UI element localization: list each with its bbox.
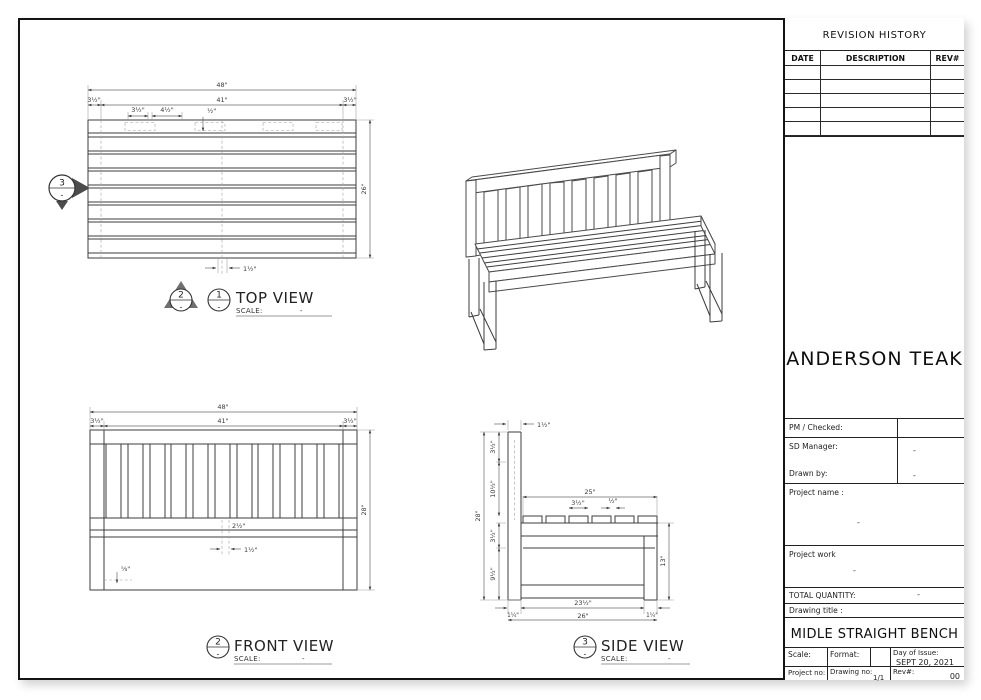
divider (897, 438, 898, 483)
divider (890, 648, 891, 666)
revision-history-table (785, 50, 964, 137)
sd-drawn-row (785, 438, 964, 484)
rev-label: Rev#: (893, 668, 915, 676)
top-view-title: TOP VIEW (236, 289, 314, 307)
front-view-number: 2 (215, 637, 221, 648)
front-view-title: FRONT VIEW (234, 637, 335, 655)
revision-empty-cell (785, 94, 821, 108)
dim-side-slat-width: 3½" (571, 499, 585, 507)
section-marker-sub: - (60, 190, 64, 200)
isometric-view (466, 150, 722, 350)
section-marker-number: 3 (59, 178, 65, 189)
drawing-title: MIDLE STRAIGHT BENCH (790, 627, 959, 642)
dim-side-frame-height: 13" (659, 555, 667, 567)
top-view-scale-label: SCALE: (236, 307, 263, 315)
dim-top-overall: 48" (216, 81, 228, 89)
rev-value: 00 (949, 672, 960, 681)
dim-front-between: 41" (217, 417, 229, 425)
dim-side-overall-height: 28" (474, 510, 482, 522)
top-view-number: 1 (216, 290, 222, 301)
top-view-detail-sub: - (179, 302, 183, 312)
side-view-number-sub: - (583, 649, 587, 659)
top-view-scale-value: - (300, 307, 303, 315)
revision-empty-cell (931, 108, 964, 122)
drawing-title-label-row (785, 604, 964, 618)
divider (827, 667, 828, 680)
scale-format-issue-row (785, 648, 964, 667)
dim-front-foot: ⅝" (121, 565, 131, 573)
dim-top-slat-gap: ½" (207, 107, 217, 115)
dim-side-front-foot: 1¼" (646, 613, 658, 619)
revision-empty-cell (785, 66, 821, 80)
revision-empty-cell (785, 108, 821, 122)
side-view-scale-label: SCALE: (601, 655, 628, 663)
sd-manager-value: - (913, 446, 916, 455)
total-quantity-label: TOTAL QUANTITY: (789, 591, 856, 600)
front-view-scale-label: SCALE: (234, 655, 261, 663)
project-name-row (785, 484, 964, 546)
day-of-issue-value: SEPT 20, 2021 (896, 657, 955, 667)
revision-col-description: DESCRIPTION (821, 51, 931, 66)
dim-side-seat-band: 3½" (489, 529, 497, 543)
top-view-number-sub: - (217, 302, 221, 312)
revision-empty-cell (931, 80, 964, 94)
side-view-scale-value: - (668, 655, 671, 663)
dim-side-post-thickness: 1½" (537, 421, 551, 429)
dim-top-slat-thickness: 1½" (243, 265, 257, 273)
revision-empty-cell (931, 66, 964, 80)
pm-checked-row (785, 418, 964, 438)
drawing-no-value: 1/1 (873, 673, 885, 682)
revision-empty-cell (785, 80, 821, 94)
side-view-number: 3 (582, 637, 588, 648)
format-label: Format: (830, 650, 860, 659)
dim-front-seat-rail: 2½" (232, 522, 246, 530)
revision-col-rev: REV# (931, 51, 964, 66)
dim-side-top-segment: 3½" (489, 440, 497, 454)
section-marker (49, 175, 90, 210)
side-view (474, 420, 690, 664)
project-work-value: - (853, 566, 856, 575)
dim-top-between: 41" (216, 96, 228, 104)
dim-front-right-leg: 3½" (343, 417, 357, 425)
dim-side-under-seat: 9½" (489, 567, 497, 581)
total-quantity-value: - (917, 590, 920, 599)
title-block (783, 18, 964, 680)
project-drawing-rev-row (785, 667, 964, 680)
dim-front-left-leg: 3½" (90, 417, 104, 425)
sd-manager-label: SD Manager: (789, 442, 838, 451)
drawing-no-label: Drawing no: (830, 668, 873, 676)
scale-label: Scale: (788, 650, 811, 659)
dim-top-right-leg: 3½" (343, 96, 357, 104)
side-view-title: SIDE VIEW (601, 637, 685, 655)
revision-empty-cell (785, 122, 821, 136)
dim-side-overall-depth: 26" (577, 612, 589, 620)
drawn-by-label: Drawn by: (789, 469, 828, 478)
dim-front-height: 28" (360, 504, 368, 516)
project-name-label: Project name : (789, 488, 844, 497)
dim-side-seat-depth: 25" (584, 488, 596, 496)
pm-checked-label: PM / Checked: (789, 423, 843, 432)
revision-empty-cell (931, 122, 964, 136)
dim-top-slat-width: 3½" (131, 106, 145, 114)
revision-empty-cell (821, 66, 931, 80)
revision-empty-cell (821, 122, 931, 136)
revision-empty-cell (931, 94, 964, 108)
revision-history-title: REVISION HISTORY (822, 30, 927, 41)
front-view (90, 403, 375, 664)
top-view-detail-number: 2 (178, 290, 184, 301)
drawing-title-label: Drawing title : (789, 606, 843, 615)
front-view-scale-value: - (302, 655, 305, 663)
company-name: ANDERSON TEAK (786, 348, 963, 370)
revision-empty-cell (821, 80, 931, 94)
dim-side-rear-foot: 1¼" (507, 613, 519, 619)
dim-top-left-leg: 3½" (87, 96, 101, 104)
dim-front-overall: 48" (217, 403, 229, 411)
total-quantity-row (785, 588, 964, 604)
project-no-label: Project no: (788, 669, 826, 677)
divider (897, 419, 898, 437)
divider (870, 648, 871, 666)
revision-empty-cell (821, 108, 931, 122)
dim-side-slat-gap: ½" (608, 497, 618, 505)
drawing-title-row (785, 618, 964, 648)
dim-top-slat-spacing: 4½" (160, 106, 174, 114)
dim-front-slat-thickness: 1½" (244, 546, 258, 554)
drawn-by-value: - (913, 471, 916, 480)
project-name-value: - (857, 518, 860, 527)
dim-side-between-feet: 23½" (574, 599, 592, 607)
project-work-row (785, 546, 964, 588)
divider (890, 667, 891, 680)
front-view-number-sub: - (216, 649, 220, 659)
divider (827, 648, 828, 666)
revision-col-date: DATE (785, 51, 821, 66)
project-work-label: Project work (789, 550, 836, 559)
revision-empty-cell (821, 94, 931, 108)
dim-top-depth: 26" (360, 183, 368, 195)
day-of-issue-label: Day of Issue: (893, 649, 939, 657)
dim-side-back-height: 10½" (489, 480, 497, 498)
top-view (87, 81, 374, 316)
